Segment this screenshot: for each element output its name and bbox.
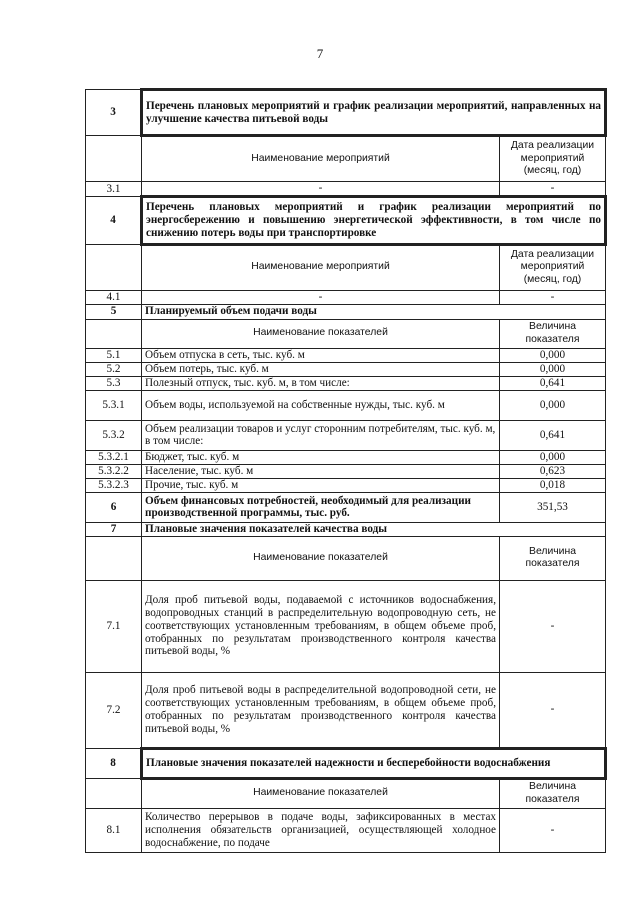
section-3-header-blank bbox=[86, 136, 142, 182]
section-4-col-date: Дата реализации мероприятий (месяц, год) bbox=[500, 244, 606, 290]
table-row-name: Объем потерь, тыс. куб. м bbox=[142, 362, 500, 376]
table-row-name: Доля проб питьевой воды, подаваемой с источников водоснабжения, водопроводных станций в распределительную водопроводную сеть, не соответствующих установленным требованиям, в общем объеме проб, отобранных по результатам производственного контроля качества питьевой воды, % bbox=[142, 580, 500, 672]
table-row-number: 8.1 bbox=[86, 808, 142, 852]
section-8-header-blank bbox=[86, 778, 142, 808]
section-3-col-date: Дата реализации мероприятий (месяц, год) bbox=[500, 136, 606, 182]
page-number: 7 bbox=[316, 46, 324, 61]
section-8-number: 8 bbox=[86, 748, 142, 778]
table-row-name: Объем воды, используемой на собственные нужды, тыс. куб. м bbox=[142, 390, 500, 420]
table-row-value: 0,000 bbox=[500, 348, 606, 362]
section-6-number: 6 bbox=[86, 492, 142, 522]
table-row-number: 5.3.2.1 bbox=[86, 450, 142, 464]
table-row-name: Объем отпуска в сеть, тыс. куб. м bbox=[142, 348, 500, 362]
table-row-value: 0,000 bbox=[500, 362, 606, 376]
row-date: - bbox=[500, 182, 606, 197]
section-5-header-blank bbox=[86, 319, 142, 348]
table-row-value: 0,623 bbox=[500, 464, 606, 478]
section-3-number: 3 bbox=[86, 90, 142, 136]
section-6-title: Объем финансовых потребностей, необходимый для реализации производственной программы, тыс. руб. bbox=[142, 492, 500, 522]
table-row-number: 5.3.2.3 bbox=[86, 478, 142, 492]
section-4-header-blank bbox=[86, 244, 142, 290]
section-8-title: Плановые значения показателей надежности и бесперебойности водоснабжения bbox=[142, 748, 606, 778]
table-row-value: 0,641 bbox=[500, 420, 606, 450]
table-row-value: 0,018 bbox=[500, 478, 606, 492]
section-3-col-name: Наименование мероприятий bbox=[142, 136, 500, 182]
table-row-number: 5.3.2.2 bbox=[86, 464, 142, 478]
table-row-number: 5.1 bbox=[86, 348, 142, 362]
row-number: 4.1 bbox=[86, 290, 142, 304]
table-row-number: 5.3 bbox=[86, 376, 142, 390]
section-5-title: Планируемый объем подачи воды bbox=[142, 304, 606, 319]
section-6-value: 351,53 bbox=[500, 492, 606, 522]
row-number: 3.1 bbox=[86, 182, 142, 197]
section-7-header-blank bbox=[86, 536, 142, 580]
section-8-col-value: Величина показателя bbox=[500, 778, 606, 808]
section-5-number: 5 bbox=[86, 304, 142, 319]
program-table bbox=[85, 88, 607, 853]
table-row-value: 0,000 bbox=[500, 450, 606, 464]
table-row-name: Объем реализации товаров и услуг сторонним потребителям, тыс. куб. м, в том числе: bbox=[142, 420, 500, 450]
table-row-name: Количество перерывов в подаче воды, зафиксированных в местах исполнения обязательств организацией, осуществляющей холодное водоснабжение, по подаче bbox=[142, 808, 500, 852]
section-4-col-name: Наименование мероприятий bbox=[142, 244, 500, 290]
table-row-value: 0,000 bbox=[500, 390, 606, 420]
table-row-number: 5.2 bbox=[86, 362, 142, 376]
section-4-number: 4 bbox=[86, 196, 142, 244]
table-row-name: Население, тыс. куб. м bbox=[142, 464, 500, 478]
section-7-number: 7 bbox=[86, 522, 142, 536]
table-row-name: Бюджет, тыс. куб. м bbox=[142, 450, 500, 464]
section-5-col-name: Наименование показателей bbox=[142, 319, 500, 348]
table-row-name: Доля проб питьевой воды в распределительной водопроводной сети, не соответствующих установленным требованиям, в общем объеме проб, отобранных по результатам производственного контроля качества питьевой воды, % bbox=[142, 672, 500, 748]
row-name: - bbox=[142, 182, 500, 197]
section-3-title: Перечень плановых мероприятий и график реализации мероприятий, направленных на улучшение качества питьевой воды bbox=[142, 90, 606, 136]
table-row-number: 5.3.1 bbox=[86, 390, 142, 420]
table-row-value: - bbox=[500, 672, 606, 748]
section-8-col-name: Наименование показателей bbox=[142, 778, 500, 808]
table-row-value: 0,641 bbox=[500, 376, 606, 390]
section-4-title: Перечень плановых мероприятий и график реализации мероприятий по энергосбережению и повышению энергетической эффективности, в том числе по снижению потерь воды при транспортировке bbox=[142, 196, 606, 244]
table-row-number: 5.3.2 bbox=[86, 420, 142, 450]
section-7-col-value: Величина показателя bbox=[500, 536, 606, 580]
section-5-col-value: Величина показателя bbox=[500, 319, 606, 348]
section-7-title: Плановые значения показателей качества воды bbox=[142, 522, 606, 536]
table-row-value: - bbox=[500, 580, 606, 672]
row-date: - bbox=[500, 290, 606, 304]
table-row-name: Прочие, тыс. куб. м bbox=[142, 478, 500, 492]
table-row-number: 7.1 bbox=[86, 580, 142, 672]
table-row-name: Полезный отпуск, тыс. куб. м, в том числе: bbox=[142, 376, 500, 390]
table-row-number: 7.2 bbox=[86, 672, 142, 748]
section-7-col-name: Наименование показателей bbox=[142, 536, 500, 580]
row-name: - bbox=[142, 290, 500, 304]
table-row-value: - bbox=[500, 808, 606, 852]
